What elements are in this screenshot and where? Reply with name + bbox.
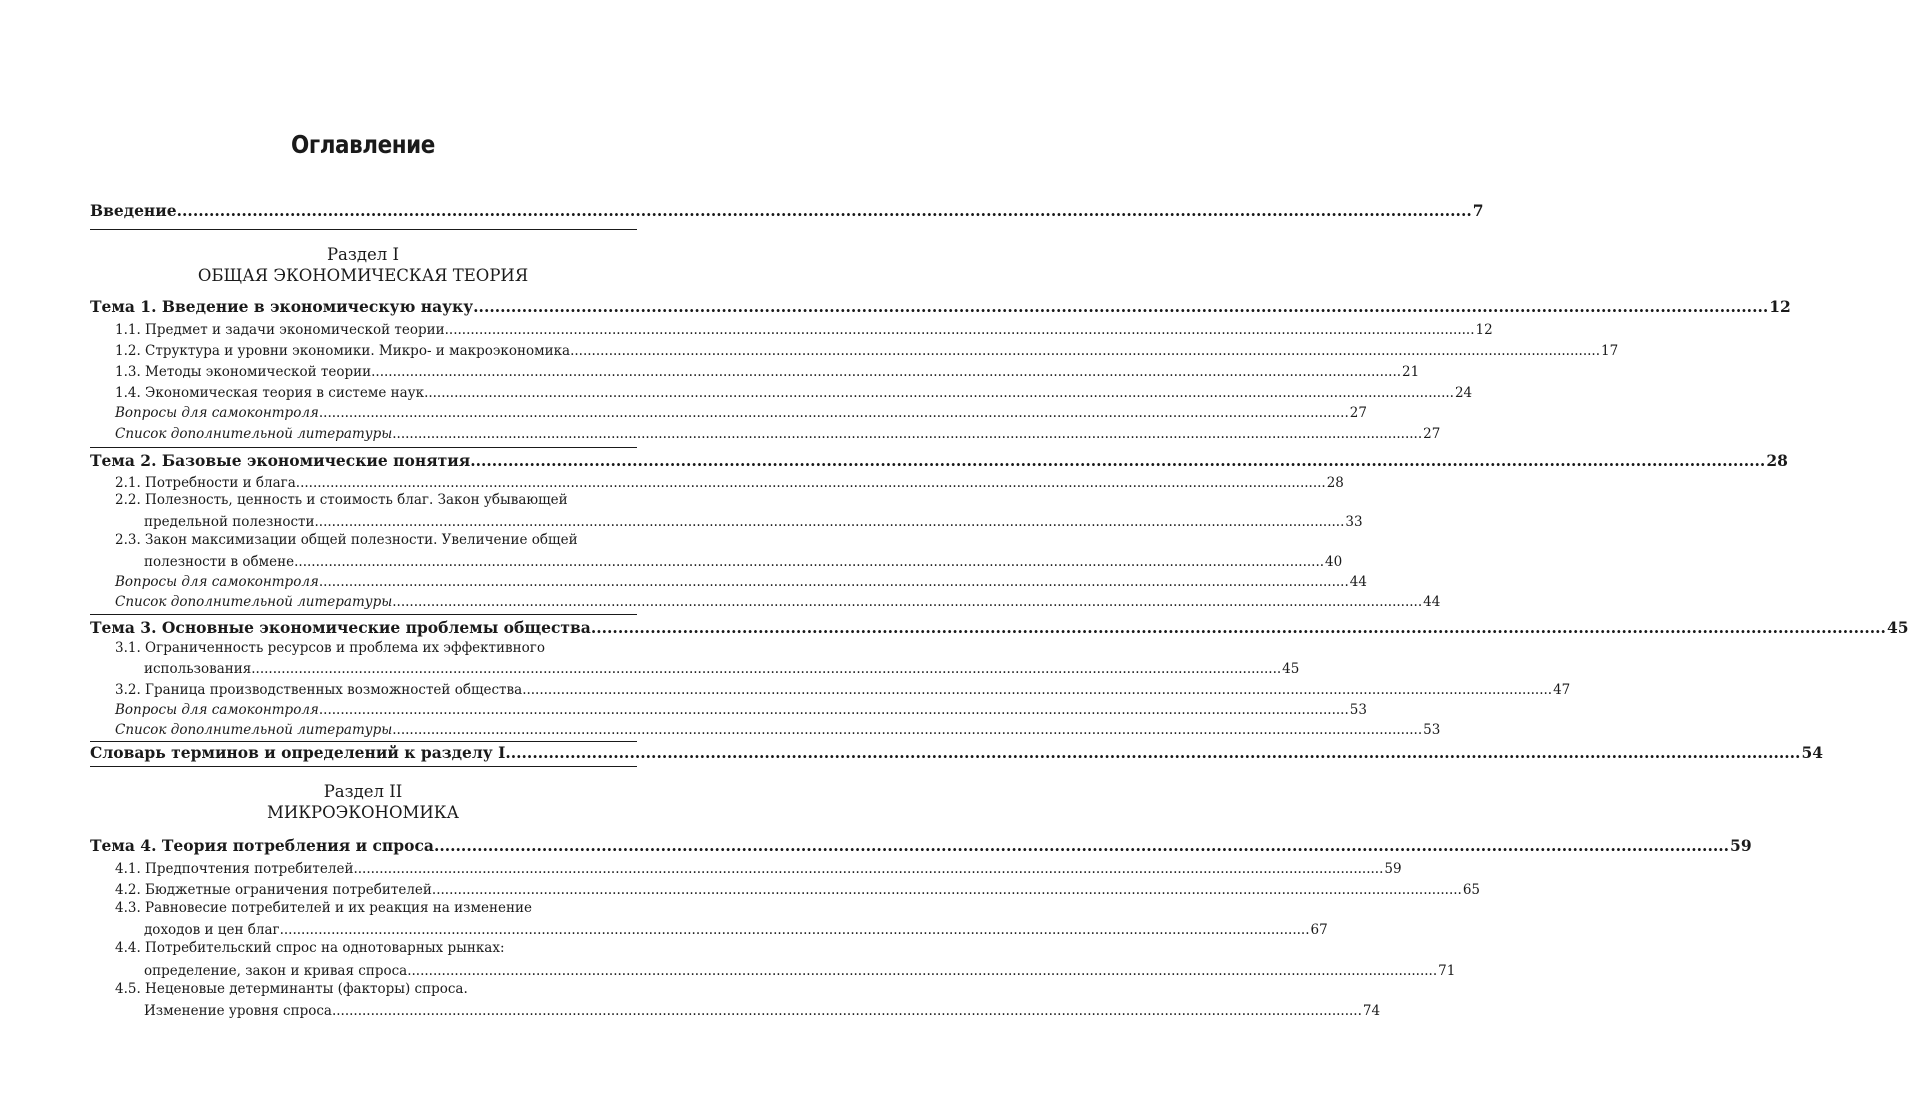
toc-item-questions[interactable]: Вопросы для самоконтроля ..... 27: [115, 401, 637, 421]
page-title: Оглавление: [291, 130, 435, 159]
toc-item-literature[interactable]: Список дополнительной литературы ..... 44: [115, 590, 637, 610]
toc-item[interactable]: 4.1. Предпочтения потребителей ..... 59: [115, 857, 637, 877]
toc-item-line[interactable]: 3.1. Ограниченность ресурсов и проблема их эффективного: [115, 640, 545, 656]
toc-item-questions[interactable]: Вопросы для самоконтроля ..... 44: [115, 570, 637, 590]
toc-item[interactable]: доходов и цен благ ..... 67: [144, 918, 637, 938]
divider: [90, 614, 637, 615]
toc-entry-topic-2[interactable]: Тема 2. Базовые экономические понятия ..... 28: [90, 450, 637, 470]
divider: [90, 766, 637, 767]
toc-entry-intro[interactable]: Введение ..... 7: [90, 200, 637, 220]
toc-item-line[interactable]: 4.5. Неценовые детерминанты (факторы) спроса.: [115, 981, 468, 997]
toc-item-line[interactable]: 2.3. Закон максимизации общей полезности. Увеличение общей: [115, 532, 578, 548]
divider: [90, 229, 637, 230]
toc-entry-topic-3[interactable]: Тема 3. Основные экономические проблемы общества ..... 45: [90, 617, 637, 637]
toc-item-literature[interactable]: Список дополнительной литературы ..... 53: [115, 718, 637, 738]
toc-item-line[interactable]: 4.4. Потребительский спрос на однотоварных рынках:: [115, 940, 505, 956]
toc-item[interactable]: полезности в обмене ..... 40: [144, 550, 637, 570]
toc-item[interactable]: предельной полезности ..... 33: [144, 510, 637, 530]
toc-entry-dictionary[interactable]: Словарь терминов и определений к разделу I ..... 54: [90, 742, 637, 762]
section-title: ОБЩАЯ ЭКОНОМИЧЕСКАЯ ТЕОРИЯ: [197, 266, 529, 285]
toc-item-literature[interactable]: Список дополнительной литературы ..... 27: [115, 422, 637, 442]
toc-item[interactable]: 1.4. Экономическая теория в системе наук ..... 24: [115, 381, 637, 401]
toc-item[interactable]: Изменение уровня спроса ..... 74: [144, 999, 637, 1019]
divider: [90, 447, 637, 448]
toc-item-line[interactable]: 2.2. Полезность, ценность и стоимость благ. Закон убывающей: [115, 492, 568, 508]
section-title: МИКРОЭКОНОМИКА: [266, 803, 460, 822]
toc-item[interactable]: определение, закон и кривая спроса ..... 71: [144, 959, 637, 979]
toc-item[interactable]: 1.2. Структура и уровни экономики. Микро- и макроэкономика ..... 17: [115, 339, 637, 359]
toc-item[interactable]: 3.2. Граница производственных возможностей общества ..... 47: [115, 678, 637, 698]
toc-item-line[interactable]: 4.3. Равновесие потребителей и их реакция на изменение: [115, 900, 532, 916]
toc-item[interactable]: использования ..... 45: [144, 657, 637, 677]
toc-item[interactable]: 4.2. Бюджетные ограничения потребителей ..... 65: [115, 878, 637, 898]
toc-item[interactable]: 1.1. Предмет и задачи экономической теории ..... 12: [115, 318, 637, 338]
toc-item[interactable]: 1.3. Методы экономической теории ..... 21: [115, 360, 637, 380]
toc-item-questions[interactable]: Вопросы для самоконтроля ..... 53: [115, 698, 637, 718]
section-label: Раздел II: [323, 782, 403, 801]
section-label: Раздел I: [326, 245, 400, 264]
toc-entry-topic-1[interactable]: Тема 1. Введение в экономическую науку ..... 12: [90, 296, 637, 316]
toc-item[interactable]: 2.1. Потребности и блага ..... 28: [115, 471, 637, 491]
toc-entry-topic-4[interactable]: Тема 4. Теория потребления и спроса ..... 59: [90, 835, 637, 855]
